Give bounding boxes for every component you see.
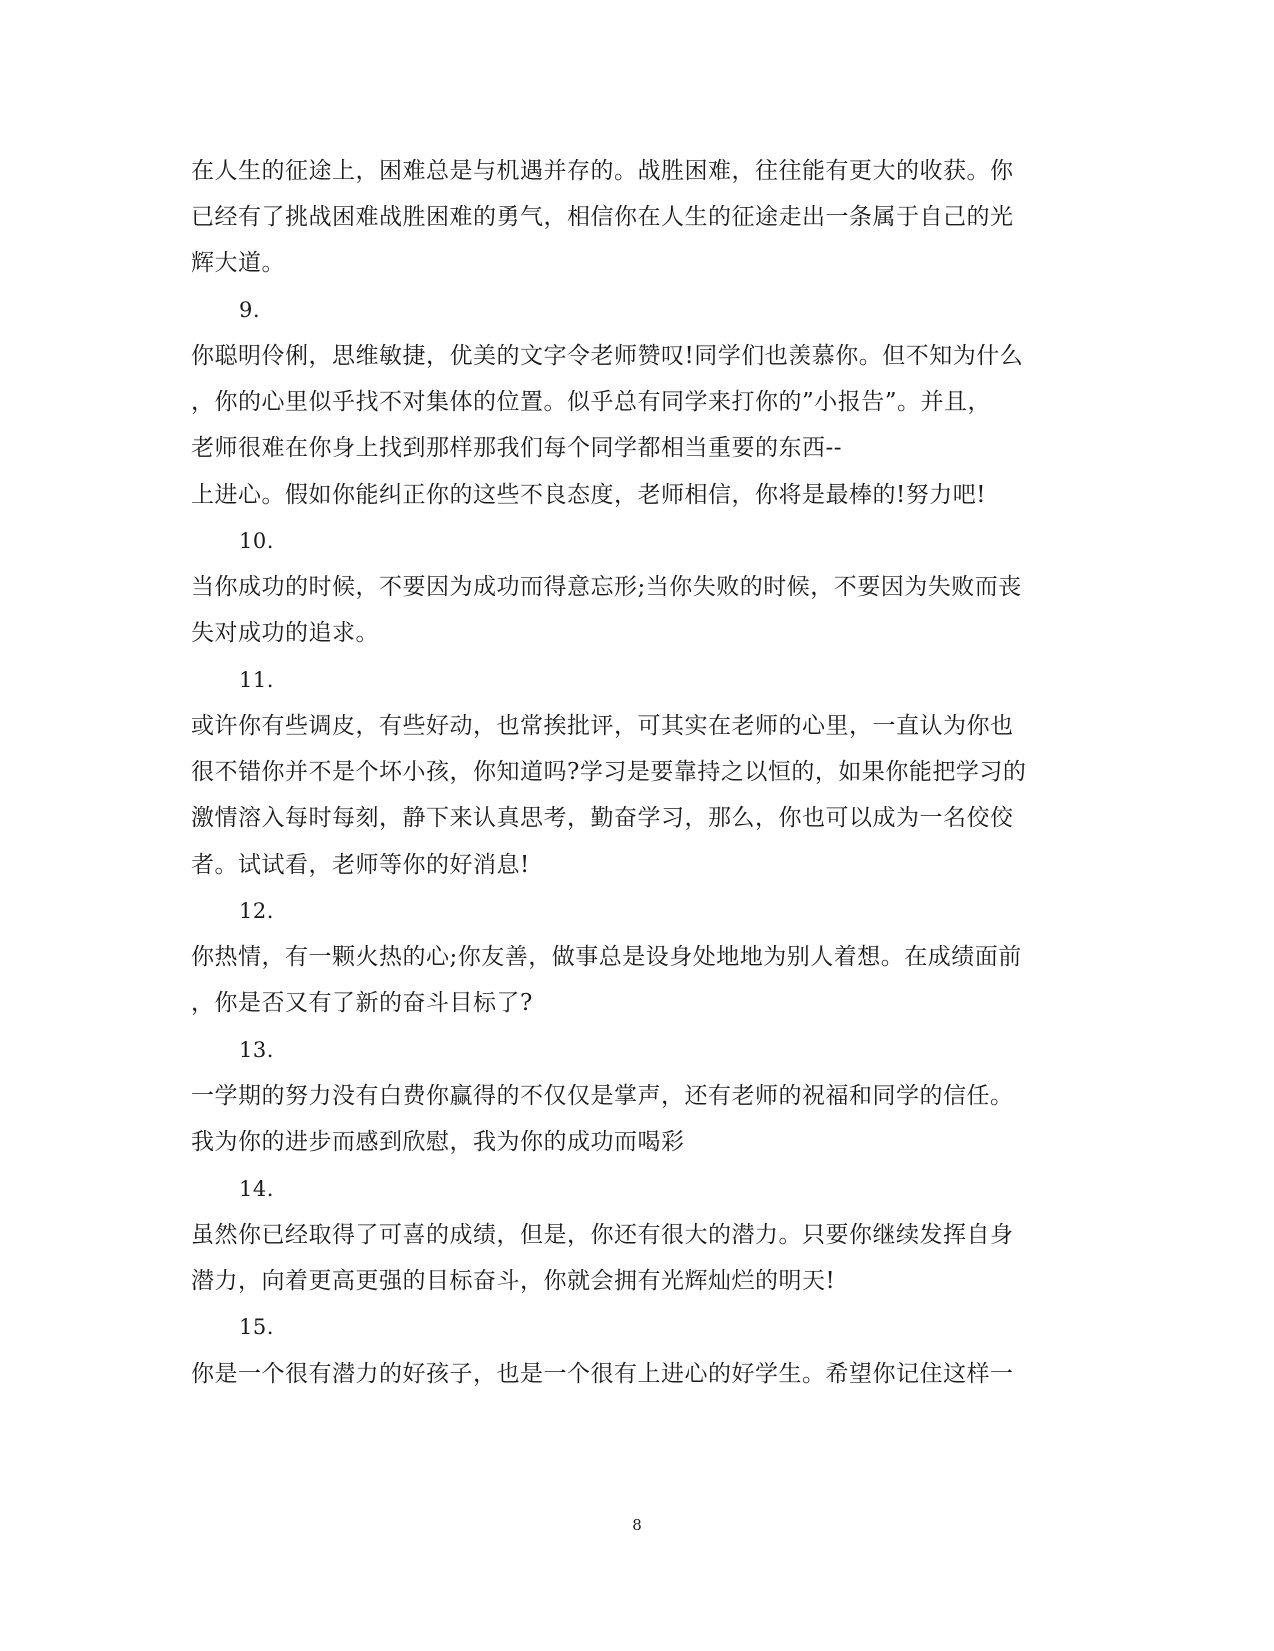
text-line: 上进心。假如你能纠正你的这些不良态度，老师相信，你将是最棒的!努力吧! (191, 482, 986, 508)
text-line: 一学期的努力没有白费你赢得的不仅仅是掌声，还有老师的祝福和同学的信任。 (191, 1083, 1014, 1109)
text-line: 虽然你已经取得了可喜的成绩，但是，你还有很大的潜力。只要你继续发挥自身 (191, 1222, 1014, 1248)
page-number: 8 (632, 1516, 642, 1534)
text-line: 你是一个很有潜力的好孩子，也是一个很有上进心的好学生。希望你记住这样一 (191, 1361, 1014, 1387)
item-number: 11. (239, 668, 274, 692)
item-number: 15. (239, 1315, 274, 1339)
text-line: 辉大道。 (191, 250, 285, 276)
text-line: 你聪明伶俐，思维敏捷，优美的文字令老师赞叹!同学们也羡慕你。但不知为什么 (191, 343, 1024, 369)
text-line: 已经有了挑战困难战胜困难的勇气，相信你在人生的征途走出一条属于自己的光 (191, 204, 1014, 230)
item-number: 12. (239, 899, 274, 923)
text-line: 我为你的进步而感到欣慰，我为你的成功而喝彩 (191, 1129, 685, 1155)
text-line: 很不错你并不是个坏小孩，你知道吗?学习是要靠持之以恒的，如果你能把学习的 (191, 759, 1027, 785)
item-number: 9. (239, 298, 261, 322)
text-line: 者。试试看，老师等你的好消息! (191, 852, 530, 878)
text-line: 激情溶入每时每刻，静下来认真思考，勤奋学习，那么，你也可以成为一名佼佼 (191, 805, 1014, 831)
text-line: 你热情，有一颗火热的心;你友善，做事总是设身处地地为别人着想。在成绩面前 (191, 944, 1022, 970)
text-line: 老师很难在你身上找到那样那我们每个同学都相当重要的东西-- (191, 435, 843, 461)
text-line: 潜力，向着更高更强的目标奋斗，你就会拥有光辉灿烂的明天! (191, 1268, 836, 1294)
text-line: 失对成功的追求。 (191, 620, 379, 646)
text-line: 当你成功的时候，不要因为成功而得意忘形;当你失败的时候，不要因为失败而丧 (191, 574, 1022, 600)
item-number: 14. (239, 1177, 274, 1201)
text-line: ，你是否又有了新的奋斗目标了? (191, 990, 533, 1016)
item-number: 13. (239, 1038, 274, 1062)
text-line: 或许你有些调皮，有些好动，也常挨批评，可其实在老师的心里，一直认为你也 (191, 713, 1014, 739)
text-line: ，你的心里似乎找不对集体的位置。似乎总有同学来打你的”小报告”。并且， (191, 389, 992, 415)
item-number: 10. (239, 529, 274, 553)
text-line: 在人生的征途上，困难总是与机遇并存的。战胜困难，往往能有更大的收获。你 (191, 158, 1014, 184)
